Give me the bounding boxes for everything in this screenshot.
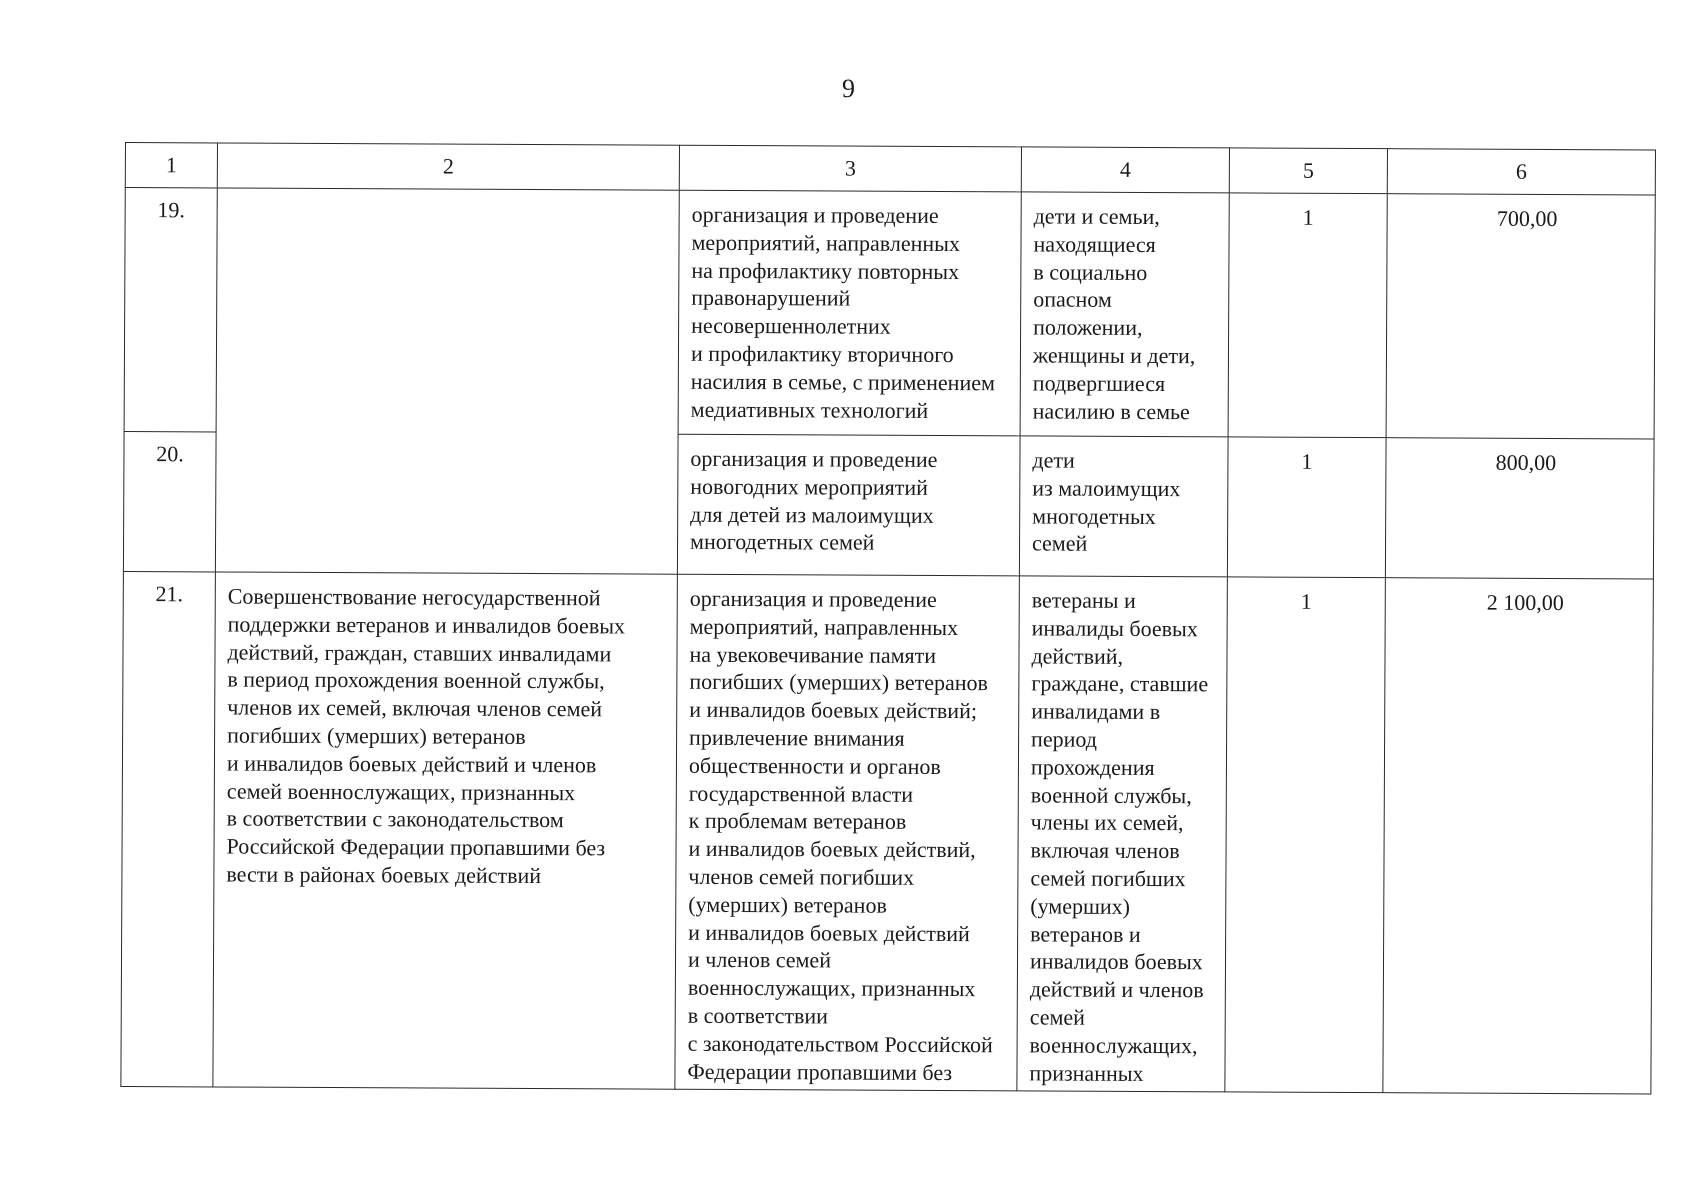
direction-cell [213, 572, 678, 1090]
amount-cell: 700,00 [1386, 194, 1655, 439]
target-group-cell [1017, 576, 1228, 1092]
quantity-cell: 1 [1227, 437, 1386, 578]
activity-text: организация и проведение мероприятий, направленных на увековечивание памяти погибших (умерших) ветеранов и инвалидов боевых действий; привлечение внимания общественности и органов государственной власти к проблемам ветеранов и инвалидов боевых действий, членов семей погибших (умерших) ветеранов и инвалидов боевых действий и членов семей военнослужащих, признанных в соответствии с законодательством Российской Федерации пропавшими без [687, 585, 993, 1085]
activity-text: организация и проведение новогодних мероприятий для детей из малоимущих многодетных семей [689, 445, 938, 556]
quantity-cell: 1 [1228, 193, 1387, 438]
activity-cell [678, 190, 1021, 436]
header-cell-3: 3 [679, 145, 1021, 192]
direction-text: Совершенствование негосударственной поддержки ветеранов и инвалидов боевых действий, граждан, ставших инвалидами в период прохождения военной службы, членов их семей, включая членов семей погибших (умерших) ветеранов и инвалидов боевых действий и членов семей военнослужащих, признанных в соответствии с законодательством Российской Федерации пропавшими без вести в районах боевых действий [226, 583, 626, 889]
header-cell-1: 1 [125, 143, 217, 188]
table-row-19 [124, 188, 1655, 439]
direction-cell-empty [215, 188, 679, 574]
header-cell-2: 2 [217, 143, 679, 190]
activities-table [120, 142, 1656, 1095]
row-number-cell: 19. [124, 188, 217, 432]
amount-cell: 2 100,00 [1383, 578, 1654, 1095]
header-cell-5: 5 [1229, 148, 1387, 194]
target-group-cell [1020, 192, 1229, 437]
activity-cell [677, 434, 1020, 576]
table-row-21 [121, 571, 1654, 1094]
activity-cell [675, 574, 1020, 1091]
page-number: 9 [842, 74, 855, 103]
header-row [125, 143, 1655, 195]
header-cell-4: 4 [1021, 147, 1229, 193]
quantity-cell: 1 [1225, 577, 1386, 1093]
target-group-text: дети и семьи, находящиеся в социально опасном положении, женщины и дети, подвергшиеся насилию в семье [1032, 203, 1196, 424]
target-group-text: ветераны и инвалиды боевых действий, граждане, ставшие инвалидами в период прохождения военной службы, члены их семей, включая членов семей погибших (умерших) ветеранов и инвалидов боевых действий и членов семей военнослужащих, признанных [1029, 587, 1209, 1086]
amount-cell: 800,00 [1385, 438, 1654, 579]
target-group-text: дети из малоимущих многодетных семей [1031, 447, 1181, 557]
target-group-cell [1019, 436, 1228, 577]
row-number-cell: 20. [123, 431, 216, 571]
row-number-cell: 21. [121, 571, 216, 1087]
table-wrapper [120, 142, 1656, 1095]
activity-text: организация и проведение мероприятий, направленных на профилактику повторных правонарушений несовершеннолетних и профилактику вторичного насилия в семье, с применением медиативных технологий [690, 201, 996, 423]
header-cell-6: 6 [1387, 149, 1655, 195]
